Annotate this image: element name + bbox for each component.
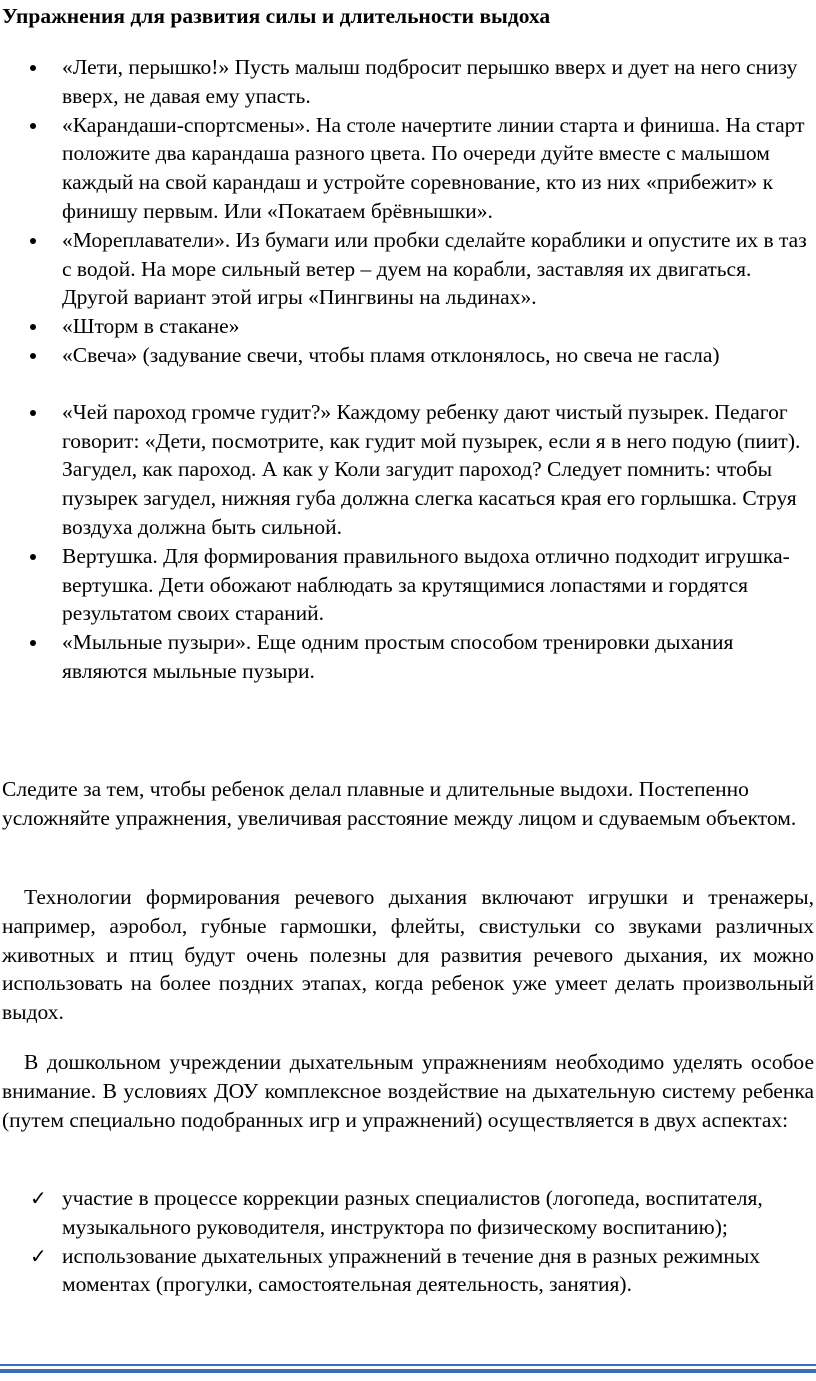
bullet-icon bbox=[30, 65, 36, 71]
checkmark-icon: ✓ bbox=[30, 1186, 47, 1210]
paragraph-advice: Следите за тем, чтобы ребенок делал плавные и длительные выдохи. Постепенно усложняйте упражнения, увеличивая расстояние между лицом и сдуваемым объектом. bbox=[2, 777, 797, 830]
list-item bbox=[0, 53, 816, 111]
list-item-text: «Шторм в стакане» bbox=[62, 314, 240, 339]
aspect-list bbox=[0, 1184, 816, 1299]
list-item-text: «Свеча» (задувание свечи, чтобы пламя отклонялось, но свеча не гасла) bbox=[62, 342, 720, 367]
footer-divider-thin bbox=[0, 1364, 816, 1366]
bullet-icon bbox=[30, 324, 36, 330]
list-item bbox=[0, 542, 816, 628]
list-item-text: использование дыхательных упражнений в течение дня в разных режимных моментах (прогулки, самостоятельная деятельность, занятия). bbox=[62, 1243, 761, 1297]
bullet-icon bbox=[30, 410, 36, 416]
list-item bbox=[0, 398, 816, 542]
paragraph-preschool: В дошкольном учреждении дыхательным упражнениям необходимо уделять особое внимание. В условиях ДОУ комплексное воздействие на дыхательную систему ребенка (путем специально подобранных игр и упражнений) осуществляется в двух аспектах: bbox=[2, 1050, 814, 1132]
bullet-icon bbox=[30, 640, 36, 646]
list-item bbox=[0, 226, 816, 312]
list-item bbox=[0, 628, 816, 686]
paragraph-technologies: Технологии формирования речевого дыхания включают игрушки и тренажеры, например, аэробол, губные гармошки, флейты, свистульки со звуками различных животных и птиц будут очень полезны для развития речевого дыхания, их можно использовать на более поздних этапах, когда ребенок уже умеет делать произвольный выдох. bbox=[2, 885, 814, 1025]
list-item bbox=[0, 341, 816, 370]
list-item bbox=[0, 1184, 816, 1242]
section-heading: Упражнения для развития силы и длительности выдоха bbox=[2, 4, 551, 28]
bullet-icon bbox=[30, 353, 36, 359]
bullet-icon bbox=[30, 238, 36, 244]
list-item-text: Вертушка. Для формирования правильного выдоха отлично подходит игрушка-вертушка. Дети обожают наблюдать за крутящимися лопастями и гордятся результатом своих стараний. bbox=[62, 543, 790, 626]
list-item-text: «Мореплаватели». Из бумаги или пробки сделайте кораблики и опустите их в таз с водой. На море сильный ветер – дуем на корабли, заставляя их двигаться. Другой вариант этой игры «Пингвины на льдинах». bbox=[62, 227, 807, 310]
list-item-text: «Карандаши-спортсмены». На столе начертите линии старта и финиша. На старт положите два карандаша разного цвета. По очереди дуйте вместе с малышом каждый на свой карандаш и устройте соревнование, кто из них «прибежит» к финишу первым. Или «Покатаем брёвнышки». bbox=[62, 112, 805, 223]
list-item-text: «Мыльные пузыри». Еще одним простым способом тренировки дыхания являются мыльные пузыри. bbox=[62, 630, 734, 683]
checkmark-icon: ✓ bbox=[30, 1243, 47, 1268]
list-item-text: участие в процессе коррекции разных специалистов (логопеда, воспитателя, музыкального руководителя, инструктора по физическому воспитанию); bbox=[62, 1186, 763, 1239]
list-item-text: «Лети, перышко!» Пусть малыш подбросит перышко вверх и дует на него снизу вверх, не давая ему упасть. bbox=[62, 55, 798, 108]
list-item bbox=[0, 1242, 816, 1300]
list-item bbox=[0, 312, 816, 341]
exercise-list bbox=[0, 53, 816, 686]
bullet-icon bbox=[30, 123, 36, 129]
list-item bbox=[0, 111, 816, 226]
bullet-icon bbox=[30, 554, 36, 560]
list-item-text: «Чей пароход громче гудит?» Каждому ребенку дают чистый пузырек. Педагог говорит: «Дети, посмотрите, как гудит мой пузырек, если я в него подую (пиит). Загудел, как пароход. А как у Коли загудит пароход? Следует помнить: чтобы пузырек загудел, нижняя губа должна слегка касаться края его горлышка. Струя воздуха должна быть сильной. bbox=[62, 399, 801, 539]
footer-divider-thick bbox=[0, 1369, 816, 1373]
